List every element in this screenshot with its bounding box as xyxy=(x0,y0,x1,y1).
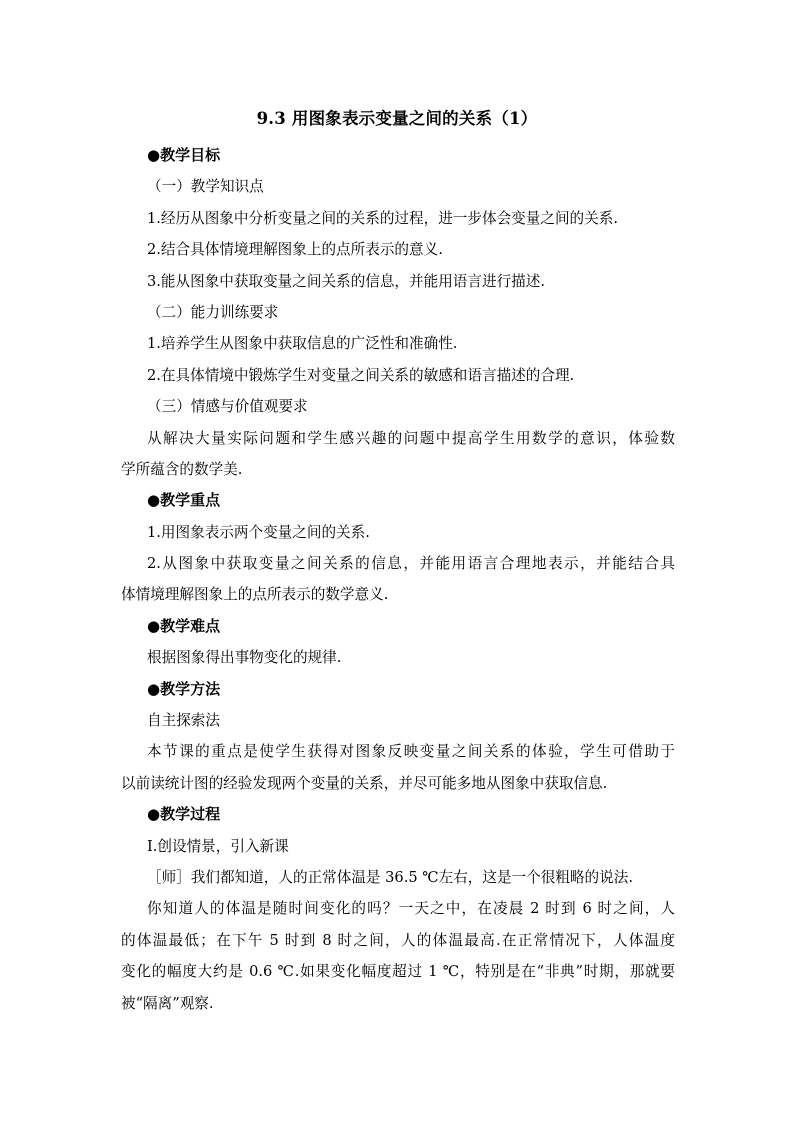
document-body xyxy=(121,140,675,1019)
paragraph-line: （一）教学知识点 xyxy=(147,178,264,196)
section-heading: ●教学方法 xyxy=(147,679,221,698)
paragraph-line: 你知道人的体温是随时间变化的吗？一天之中，在凌晨 2 时到 6 时之间，人 xyxy=(147,900,675,918)
paragraph-line: （三）情感与价值观要求 xyxy=(147,398,308,416)
section-heading: ●教学重点 xyxy=(147,491,221,510)
paragraph-line: 1.培养学生从图象中获取信息的广泛性和准确性. xyxy=(147,335,458,353)
paragraph-line: 2.结合具体情境理解图象上的点所表示的意义. xyxy=(147,241,443,259)
paragraph-line: 2.在具体情境中锻炼学生对变量之间关系的敏感和语言描述的合理. xyxy=(147,366,575,384)
paragraph-continuation: 体情境理解图象上的点所表示的数学意义. xyxy=(121,586,389,604)
paragraph-line: Ⅰ.创设情景，引入新课 xyxy=(147,837,289,855)
paragraph-line: 3.能从图象中获取变量之间关系的信息，并能用语言进行描述. xyxy=(147,272,546,290)
paragraph-continuation: 以前读统计图的经验发现两个变量的关系，并尽可能多地从图象中获取信息. xyxy=(121,774,608,792)
paragraph-line: 2.从图象中获取变量之间关系的信息，并能用语言合理地表示，并能结合具 xyxy=(147,555,675,573)
paragraph-line: 自主探索法 xyxy=(147,712,220,730)
paragraph-line: 根据图象得出事物变化的规律. xyxy=(147,649,342,667)
paragraph-continuation: 被“隔离”观察. xyxy=(121,994,214,1012)
paragraph-line: ［师］我们都知道，人的正常体温是 36.5 ℃左右，这是一个很粗略的说法. xyxy=(147,868,633,886)
page-title: 9.3 用图象表示变量之间的关系（1） xyxy=(256,109,538,128)
paragraph-line: 从解决大量实际问题和学生感兴趣的问题中提高学生用数学的意识，体验数 xyxy=(147,429,675,447)
paragraph-line: 1.用图象表示两个变量之间的关系. xyxy=(147,523,370,541)
paragraph-continuation: 学所蕴含的数学美. xyxy=(121,460,243,478)
paragraph-line: 本节课的重点是使学生获得对图象反映变量之间关系的体验，学生可借助于 xyxy=(147,743,675,761)
paragraph-continuation: 变化的幅度大约是 0.6 ℃.如果变化幅度超过 1 ℃，特别是在“非典”时期，那就要 xyxy=(121,963,675,981)
paragraph-line: （二）能力训练要求 xyxy=(147,303,279,321)
section-heading: ●教学过程 xyxy=(147,805,221,824)
section-heading: ●教学难点 xyxy=(147,616,221,635)
paragraph-line: 1.经历从图象中分析变量之间的关系的过程，进一步体会变量之间的关系. xyxy=(147,209,618,227)
paragraph-continuation: 的体温最低；在下午 5 时到 8 时之间，人的体温最高.在正常情况下，人体温度 xyxy=(121,931,675,949)
section-heading: ●教学目标 xyxy=(147,146,221,164)
